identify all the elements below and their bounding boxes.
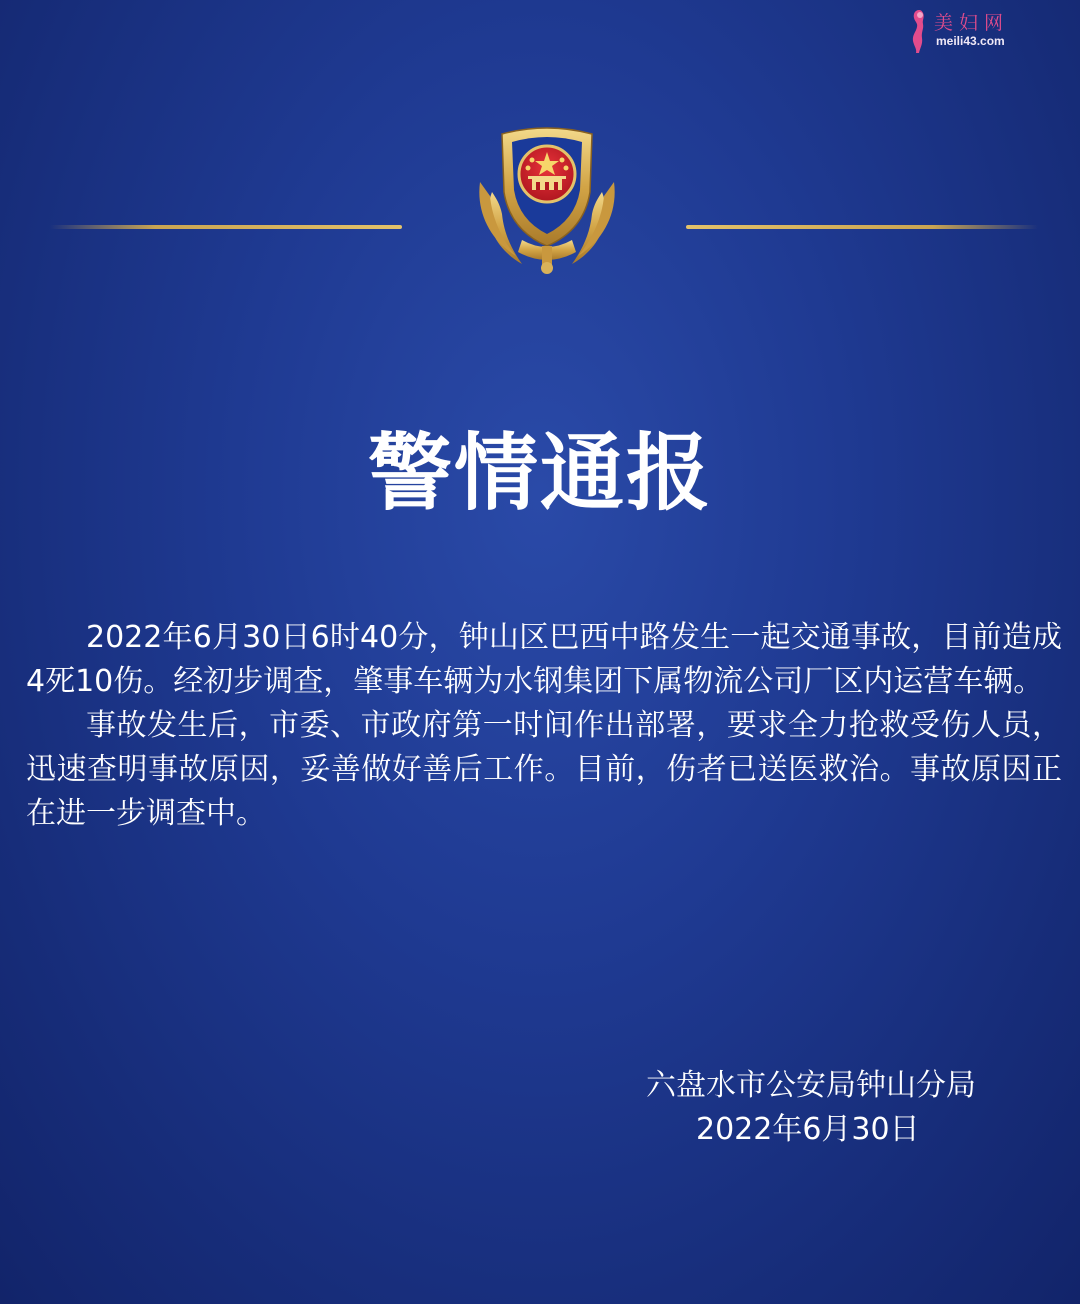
gold-divider-right — [686, 225, 1038, 229]
paragraph-2: 事故发生后，市委、市政府第一时间作出部署，要求全力抢救受伤人员，迅速查明事故原因，妥善做好善后工作。目前，伤者已送医救治。事故原因正在进一步调查中。 — [26, 708, 1062, 831]
lady-silhouette-icon — [908, 8, 930, 54]
notice-body — [26, 616, 1062, 836]
page-title: 警情通报 — [367, 424, 712, 522]
watermark-title: 美妇网 — [934, 12, 1010, 34]
watermark — [908, 6, 1038, 58]
police-badge-emblem — [472, 122, 622, 277]
paragraph-1: 2022年6月30日6时40分，钟山区巴西中路发生一起交通事故，目前造成4死10伤。经初步调查，肇事车辆为水钢集团下属物流公司厂区内运营车辆。 — [26, 620, 1062, 699]
watermark-domain: meili43.com — [936, 34, 1005, 48]
signature-organization: 六盘水市公安局钟山分局 — [646, 1068, 976, 1103]
signature-date: 2022年6月30日 — [696, 1112, 920, 1147]
gold-divider-left — [50, 225, 402, 229]
